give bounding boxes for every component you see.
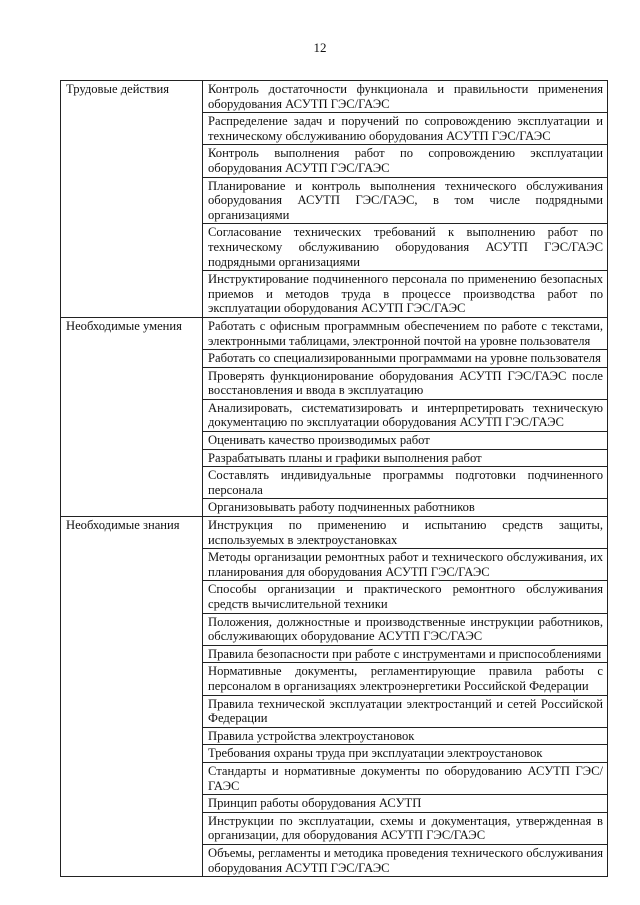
section-label: Необходимые умения: [61, 317, 203, 516]
section-item: Правила устройства электроустановок: [203, 727, 608, 745]
section-item: Согласование технических требований к выполнению работ по техническому обслуживанию оборудования АСУТП ГЭС/ГАЭС подрядными организациями: [203, 224, 608, 271]
competency-table-body: [61, 81, 608, 877]
section-item: Правила технической эксплуатации электростанций и сетей Российской Федерации: [203, 695, 608, 727]
section-item: Стандарты и нормативные документы по оборудованию АСУТП ГЭС/ГАЭС: [203, 762, 608, 794]
section-item: Принцип работы оборудования АСУТП: [203, 795, 608, 813]
section-item: Составлять индивидуальные программы подготовки подчиненного персонала: [203, 467, 608, 499]
section-item: Контроль выполнения работ по сопровождению эксплуатации оборудования АСУТП ГЭС/ГАЭС: [203, 145, 608, 177]
section-item: Проверять функционирование оборудования АСУТП ГЭС/ГАЭС после восстановления и ввода в эксплуатацию: [203, 367, 608, 399]
section-item: Анализировать, систематизировать и интерпретировать техническую документацию по эксплуатации оборудования АСУТП ГЭС/ГАЭС: [203, 399, 608, 431]
section-item: Инструкция по применению и испытанию средств защиты, используемых в электроустановках: [203, 517, 608, 549]
table-row: [61, 517, 608, 549]
section-item: Правила безопасности при работе с инструментами и приспособлениями: [203, 645, 608, 663]
section-item: Организовывать работу подчиненных работников: [203, 499, 608, 517]
section-item: Способы организации и практического ремонтного обслуживания средств вычислительной техники: [203, 581, 608, 613]
section-item: Инструктирование подчиненного персонала по применению безопасных приемов и методов труда в процессе производства работ по эксплуатации оборудования АСУТП ГЭС/ГАЭС: [203, 271, 608, 318]
section-item: Требования охраны труда при эксплуатации электроустановок: [203, 745, 608, 763]
table-row: [61, 81, 608, 113]
section-label: Трудовые действия: [61, 81, 203, 318]
section-item: Нормативные документы, регламентирующие правила работы с персоналом в организациях электроэнергетики Российской Федерации: [203, 663, 608, 695]
section-item: Методы организации ремонтных работ и технического обслуживания, их планирования для оборудования АСУТП ГЭС/ГАЭС: [203, 549, 608, 581]
table-row: [61, 317, 608, 349]
competency-table: [60, 80, 608, 877]
section-item: Контроль достаточности функционала и правильности применения оборудования АСУТП ГЭС/ГАЭС: [203, 81, 608, 113]
section-item: Работать с офисным программным обеспечением по работе с текстами, электронными таблицами, электронной почтой на уровне пользователя: [203, 317, 608, 349]
section-item: Положения, должностные и производственные инструкции работников, обслуживающих оборудование АСУТП ГЭС/ГАЭС: [203, 613, 608, 645]
section-item: Планирование и контроль выполнения технического обслуживания оборудования АСУТП ГЭС/ГАЭС, в том числе подрядными организациями: [203, 177, 608, 224]
page-number: 12: [313, 40, 327, 55]
section-item: Объемы, регламенты и методика проведения технического обслуживания оборудования АСУТП ГЭС/ГАЭС: [203, 844, 608, 876]
section-item: Работать со специализированными программами на уровне пользователя: [203, 350, 608, 368]
section-item: Распределение задач и поручений по сопровождению эксплуатации и техническому обслуживанию оборудования АСУТП ГЭС/ГАЭС: [203, 113, 608, 145]
section-item: Инструкции по эксплуатации, схемы и документация, утвержденная в организации, для оборудования АСУТП ГЭС/ГАЭС: [203, 812, 608, 844]
section-item: Оценивать качество производимых работ: [203, 432, 608, 450]
section-label: Необходимые знания: [61, 517, 203, 877]
section-item: Разрабатывать планы и графики выполнения работ: [203, 449, 608, 467]
